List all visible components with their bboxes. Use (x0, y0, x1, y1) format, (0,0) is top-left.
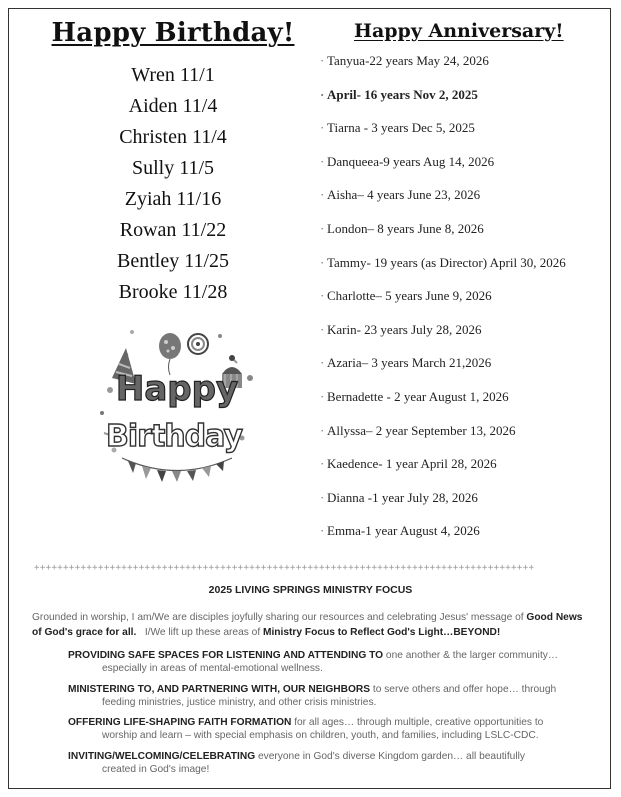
bullet-icon: · (320, 523, 325, 539)
birthday-item: Sully 11/5 (131, 157, 215, 179)
anniversary-text: Tammy- 19 years (as Director) April 30, 2026 (327, 254, 566, 270)
birthday-list (70, 60, 276, 308)
bullet-icon: · (320, 321, 325, 337)
focus-item-text: feeding ministries, justice ministry, and other crisis ministries. (102, 697, 377, 708)
anniversary-item (320, 84, 605, 118)
anniversary-item (320, 218, 605, 252)
intro-bold-text: Ministry Focus to Reflect God's Light…BEYOND! (262, 627, 501, 638)
focus-item-text: for all ages… through multiple, creative opportunities to (291, 717, 544, 728)
bullet-icon: · (320, 422, 325, 438)
birthday-item: Christen 11/4 (119, 126, 227, 148)
anniversary-text: Charlotte– 5 years June 9, 2026 (327, 288, 492, 304)
anniversary-item (320, 151, 605, 185)
focus-intro (32, 610, 588, 640)
focus-item (68, 750, 573, 776)
anniversary-text: April- 16 years Nov 2, 2025 (327, 86, 478, 102)
anniversary-item (320, 386, 605, 420)
anniversary-text: Aisha– 4 years June 23, 2026 (327, 187, 481, 203)
birthday-item: Aiden 11/4 (128, 95, 218, 117)
anniversary-item (320, 520, 605, 554)
focus-item-text: worship and learn – with special emphasis on children, youth, and families, including LSLC-CDC. (102, 730, 539, 741)
anniversary-item (320, 420, 605, 454)
bullet-icon: · (320, 288, 325, 304)
anniversary-item (320, 184, 605, 218)
anniversary-list (320, 50, 605, 554)
focus-item-text: one another & the larger community… (383, 650, 559, 661)
focus-item-text: everyone in God's diverse Kingdom garden… all beautifully (255, 751, 525, 762)
anniversary-text: Karin- 23 years July 28, 2026 (327, 321, 482, 337)
focus-item (68, 683, 573, 709)
focus-item-text: created in God's image! (102, 764, 210, 775)
bullet-icon: · (320, 355, 325, 371)
bullet-icon: · (320, 489, 325, 505)
focus-item (68, 649, 573, 675)
birthday-item: Bentley 11/25 (116, 250, 230, 272)
anniversary-item (320, 252, 605, 286)
happy-birthday-illustration (92, 318, 262, 498)
anniversary-text: London– 8 years June 8, 2026 (327, 220, 484, 236)
focus-title: 2025 LIVING SPRINGS MINISTRY FOCUS (208, 584, 413, 596)
anniversary-text: Emma-1 year August 4, 2026 (327, 523, 480, 539)
anniversary-item (320, 50, 605, 84)
intro-text: I/We lift up these areas of (136, 627, 263, 638)
anniversary-text: Azaria– 3 years March 21,2026 (327, 355, 492, 371)
anniversary-text: Tiarna - 3 years Dec 5, 2025 (327, 120, 475, 136)
bullet-icon: · (320, 220, 325, 236)
intro-bold-text: Good News of God's grace for all. (32, 612, 583, 638)
illustration-happy-text: Happy (115, 369, 239, 409)
focus-item-text: to serve others and offer hope… through (370, 684, 557, 695)
bullet-icon: · (320, 456, 325, 472)
anniversary-text: Tanyua-22 years May 24, 2026 (327, 53, 489, 68)
anniversary-item (320, 352, 605, 386)
intro-text: Grounded in worship, I am/We are disciples joyfully sharing our resources and celebrating Jesus' message of (32, 612, 527, 623)
anniversary-item (320, 453, 605, 487)
anniversary-item (320, 285, 605, 319)
anniversary-item (320, 117, 605, 151)
bullet-icon: · (320, 53, 325, 68)
bullet-icon: · (320, 187, 325, 203)
birthday-item: Brooke 11/28 (118, 281, 228, 303)
bullet-icon: · (320, 86, 325, 102)
birthday-item: Wren 11/1 (131, 64, 215, 86)
birthday-item: Zyiah 11/16 (124, 188, 222, 210)
birthday-title: Happy Birthday! (51, 18, 295, 48)
anniversary-text: Dianna -1 year July 28, 2026 (327, 489, 478, 505)
focus-item-lead: OFFERING LIFE-SHAPING FAITH FORMATION (68, 717, 292, 728)
illustration-birthday-text: Birthday (106, 419, 242, 454)
focus-item-lead: MINISTERING TO, AND PARTNERING WITH, OUR NEIGHBORS (68, 684, 371, 695)
anniversary-text: Kaedence- 1 year April 28, 2026 (327, 456, 497, 472)
anniversary-text: Bernadette - 2 year August 1, 2026 (327, 388, 509, 404)
bullet-icon: · (320, 120, 325, 136)
birthday-item: Rowan 11/22 (119, 219, 227, 241)
bullet-icon: · (320, 388, 325, 404)
anniversary-title: Happy Anniversary! (354, 20, 564, 42)
plus-divider: ++++++++++++++++++++++++++++++++++++++++++++++++++++++++++++++++++++++++++++++++++++++ (34, 563, 535, 573)
focus-item (68, 716, 573, 742)
anniversary-text: Danqueea-9 years Aug 14, 2026 (327, 153, 495, 169)
focus-item-lead: INVITING/WELCOMING/CELEBRATING (68, 751, 256, 762)
anniversary-text: Allyssa– 2 year September 13, 2026 (327, 422, 516, 438)
anniversary-item (320, 319, 605, 353)
bullet-icon: · (320, 153, 325, 169)
anniversary-item (320, 487, 605, 521)
focus-item-lead: PROVIDING SAFE SPACES FOR LISTENING AND ATTENDING TO (68, 650, 384, 661)
focus-item-text: especially in areas of mental-emotional wellness. (102, 663, 323, 674)
bullet-icon: · (320, 254, 325, 270)
